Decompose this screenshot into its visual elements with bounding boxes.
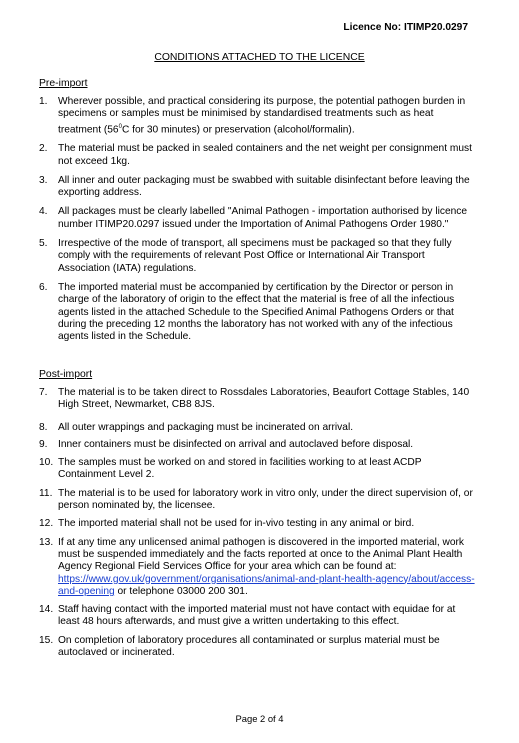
condition-number: 2. xyxy=(39,143,48,155)
condition-text: If at any time any unlicensed animal pathogen is discovered in the imported material, work must be suspended immediately and the facts reported at once to the Animal Plant Health Agency Regional Field Services Office for your area which can be found at: https://www.gov.uk/government/organisations/animal-and-plant-health-agency/about/access-and-opening or telephone 03000 200 301. xyxy=(58,536,475,597)
condition-item-6 xyxy=(39,282,479,343)
condition-number: 7. xyxy=(39,387,48,398)
condition-text: The imported material shall not be used for in-vivo testing in any animal or bird. xyxy=(58,518,415,530)
condition-text: The material is to be used for laboratory work in vitro only, under the direct supervision of, or person nominated by, the licensee. xyxy=(58,487,473,512)
degree-superscript: 0 xyxy=(118,123,122,130)
condition-number: 10. xyxy=(39,457,54,469)
condition-number: 3. xyxy=(39,174,48,186)
condition-text: The material is to be taken direct to Rossdales Laboratories, Beaufort Cottage Stables, 140 High Street, Newmarket, CB8 8JS. xyxy=(58,387,470,411)
condition-text: All inner and outer packaging must be swabbed with suitable disinfectant before leaving the exporting address. xyxy=(58,174,470,199)
licence-number: Licence No: ITIMP20.0297 xyxy=(343,22,468,33)
condition-number: 12. xyxy=(39,518,54,530)
apha-contact-link[interactable]: https://www.gov.uk/government/organisations/animal-and-plant-health-agency/about/access-and-opening xyxy=(58,573,475,597)
condition-text: All packages must be clearly labelled "Animal Pathogen - importation authorised by licence number ITIMP20.0297 issued under the Importation of Animal Pathogens Order 1980." xyxy=(58,206,468,230)
condition-item-12 xyxy=(39,518,479,530)
condition-item-10 xyxy=(39,457,479,482)
condition-text: The material must be packed in sealed containers and the net weight per consignment must not exceed 1kg. xyxy=(58,143,472,167)
page-title: CONDITIONS ATTACHED TO THE LICENCE xyxy=(154,52,365,63)
condition-text: The imported material must be accompanied by certification by the Director or person in charge of the laboratory of origin to the effect that the material is free of all the infectious agents listed in the attached Schedule to the Specified Animal Pathogens Orders or that during the preceding 12 months the laboratory has not worked with any of the infectious agents listed in the Schedule. xyxy=(58,281,455,343)
condition-item-11 xyxy=(39,488,479,513)
condition-number: 14. xyxy=(39,604,54,616)
section-heading-pre-import: Pre-import xyxy=(39,78,88,89)
post-import-list xyxy=(39,387,479,659)
condition-item-9 xyxy=(39,439,479,451)
condition-number: 4. xyxy=(39,206,48,218)
condition-item-13 xyxy=(39,537,479,598)
condition-text: Staff having contact with the imported material must not have contact with equidae for at least 48 hours afterwards, and must give a written undertaking to this effect. xyxy=(58,604,456,628)
condition-number: 8. xyxy=(39,421,48,433)
condition-number: 13. xyxy=(39,536,54,548)
condition-item-1 xyxy=(39,96,479,136)
condition-item-7 xyxy=(39,387,479,412)
condition-item-14 xyxy=(39,604,479,629)
condition-text: On completion of laboratory procedures all contaminated or surplus material must be autoclaved or incinerated. xyxy=(58,634,440,659)
condition-text: The samples must be worked on and stored in facilities working to at least ACDP Containment Level 2. xyxy=(58,457,422,481)
condition-text: Wherever possible, and practical considering its purpose, the potential pathogen burden in specimens or samples must be minimised by standardised treatments such as heat treatment ($56^0C$ for 30 minutes) or preservation (alcohol/formalin). xyxy=(58,96,466,135)
condition-text: All outer wrappings and packaging must be incinerated on arrival. xyxy=(58,421,354,433)
condition-text: Irrespective of the mode of transport, all specimens must be packaged so that they fully comply with the requirements of relevant Post Office or International Air Transport Association (IATA) regulations. xyxy=(58,238,452,274)
condition-number: 15. xyxy=(39,634,54,646)
condition-item-4 xyxy=(39,206,479,231)
condition-text: Inner containers must be disinfected on arrival and autoclaved before disposal. xyxy=(58,438,414,450)
condition-number: 6. xyxy=(39,281,48,293)
condition-number: 9. xyxy=(39,438,48,450)
condition-item-3 xyxy=(39,175,479,200)
pre-import-list xyxy=(39,96,479,343)
condition-number: 5. xyxy=(39,238,48,250)
section-heading-post-import: Post-import xyxy=(39,369,93,380)
condition-item-2 xyxy=(39,143,479,168)
page-number: Page 2 of 4 xyxy=(235,713,284,724)
condition-number: 1. xyxy=(39,96,48,107)
condition-item-5 xyxy=(39,238,479,275)
condition-number: 11. xyxy=(39,487,53,499)
condition-item-8 xyxy=(39,422,479,434)
condition-item-15 xyxy=(39,635,479,660)
